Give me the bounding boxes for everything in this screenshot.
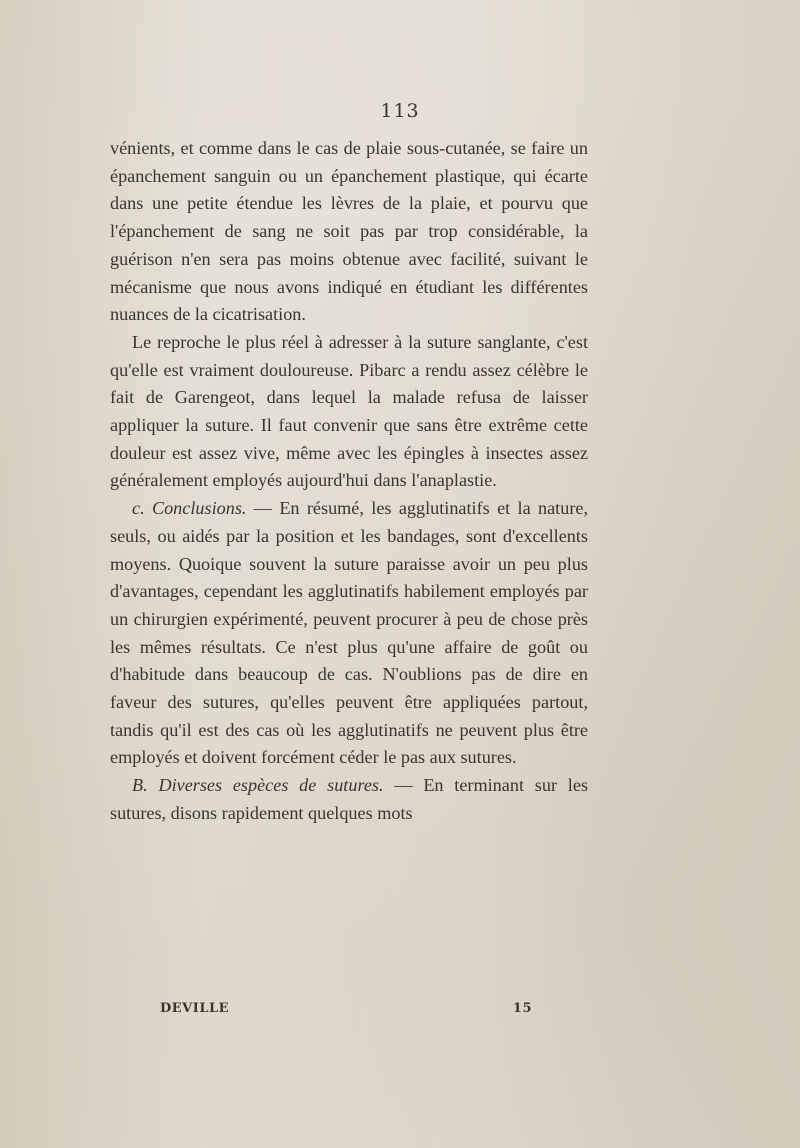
paragraph-2: Le reproche le plus réel à adresser à la suture sanglante, c'est qu'elle est vraiment douloureuse. Pibarc a rendu assez célèbre le fait de Garengeot, dans lequel la malade refusa de laisser appliquer la suture. Il faut convenir que sans être extrême cette douleur est assez vive, même avec les épingles à insectes assez généralement employés aujourd'hui dans l'anaplastie. (110, 331, 588, 491)
paragraph-conclusions (110, 495, 588, 772)
section-heading-sutures: B. Diverses espèces de sutures. (132, 775, 384, 796)
paragraph-4-text: — En terminant sur les sutures, disons rapidement quelques mots (110, 775, 588, 823)
page-number: 113 (380, 100, 420, 122)
section-heading-conclusions: c. Conclusions. (132, 498, 247, 519)
body-text (110, 135, 588, 828)
signature-mark: DEVILLE (160, 1001, 230, 1016)
paragraph-sutures (110, 772, 588, 827)
signature-number: 15 (512, 1001, 532, 1016)
paragraph-3-text: — En résumé, les agglutinatifs et la nature, seuls, ou aidés par la position et les bandages, sont d'excellents moyens. Quoique souvent la suture paraisse avoir un peu plus d'avantages, cependant les agglutinatifs habilement employés par un chirurgien expérimenté, peuvent procurer à peu de chose près les mêmes résultats. Ce n'est plus qu'une affaire de goût ou d'habitude dans beaucoup de cas. N'oublions pas de dire en faveur des sutures, qu'elles peuvent être appliquées partout, tandis qu'il est des cas où les agglutinatifs ne peuvent plus être employés et doivent forcément céder le pas aux sutures. (110, 498, 588, 768)
paragraph-1: vénients, et comme dans le cas de plaie sous-cutanée, se faire un épanchement sanguin ou un épanchement plastique, qui écarte dans une petite étendue les lèvres de la plaie, et pourvu que l'épanchement de sang ne soit pas par trop considérable, la guérison n'en sera pas moins obtenue avec facilité, suivant le mécanisme que nous avons indiqué en étudiant les différentes nuances de la cicatrisation. (110, 138, 588, 325)
page-footer (160, 1001, 532, 1016)
